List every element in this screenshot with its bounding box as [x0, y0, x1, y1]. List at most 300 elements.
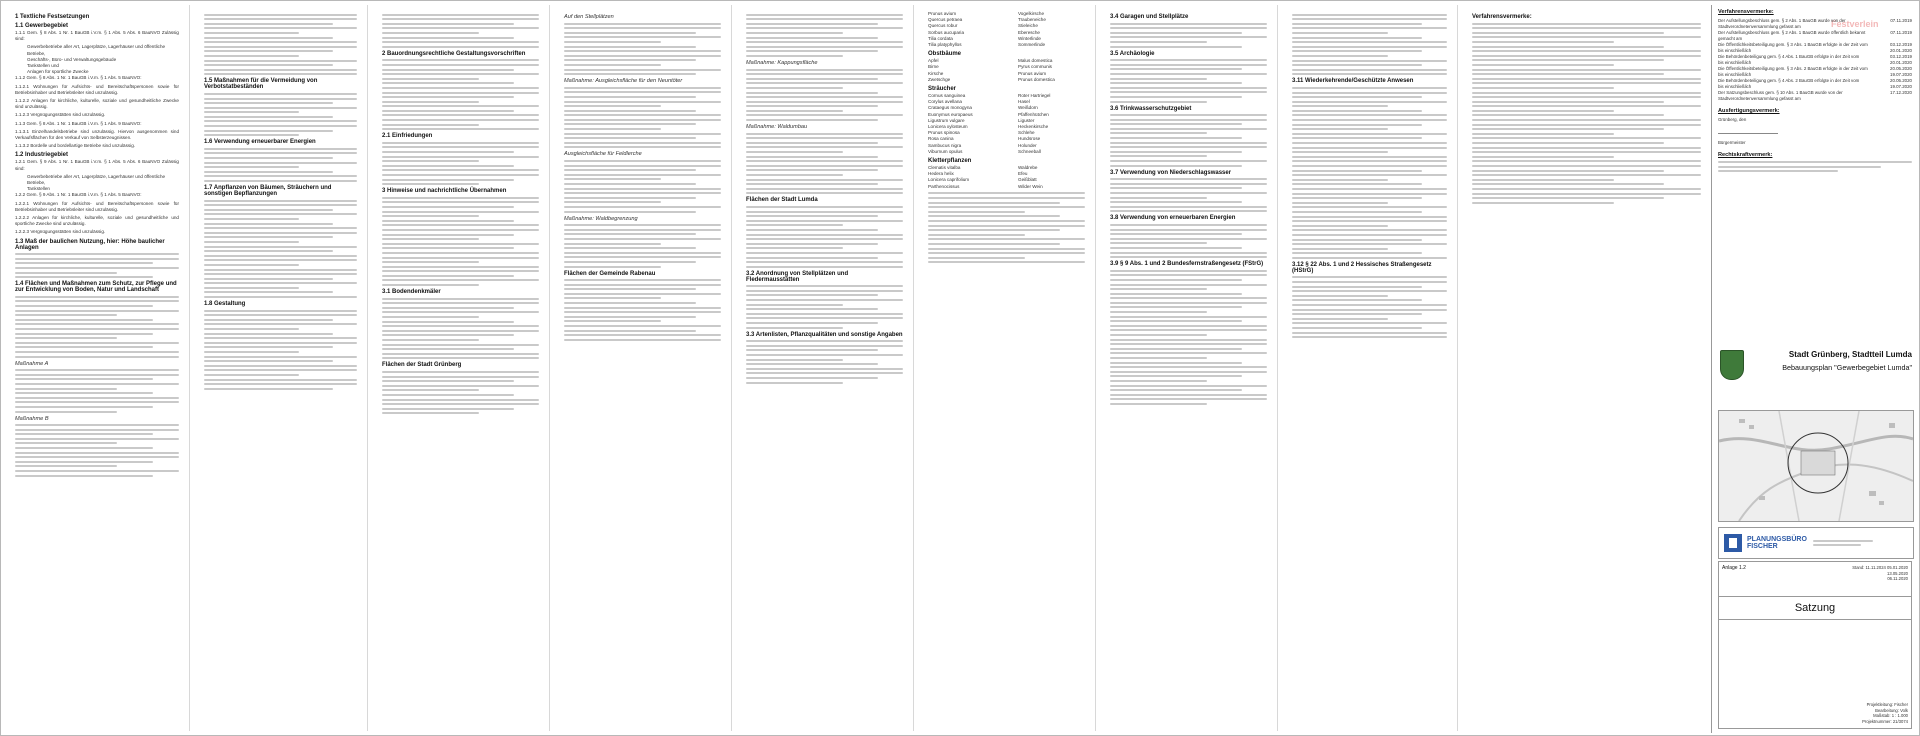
text-line [1292, 64, 1422, 66]
text-line [15, 258, 179, 260]
text-line [204, 250, 333, 252]
text-line [1110, 247, 1242, 249]
text-line [1110, 311, 1207, 313]
text-line [204, 162, 357, 164]
text-line [382, 412, 479, 414]
text-line [382, 206, 514, 208]
section-heading: 2 Bauordnungsrechtliche Gestaltungsvorschriften [382, 50, 526, 57]
paragraph: 1.1.1 Gem. § 8 Abs. 1 Nr. 1 BauGB i.V.m. § 1 Abs. 5 Abs. 6 BauNVO Zulässig sind: [15, 30, 179, 42]
plant-common-name: Liguster [1018, 117, 1035, 123]
section-heading: Sträucher [928, 86, 957, 93]
text-line [928, 234, 1025, 236]
text-line [564, 188, 721, 190]
text-line [564, 330, 696, 332]
text-line [204, 209, 333, 211]
plant-latin-name: Zwetschge [928, 76, 951, 82]
text-line [15, 253, 179, 255]
procedure-note-date: 20.01.2020 [1890, 60, 1912, 65]
plant-latin-name: Lonicera xylosteum [928, 124, 968, 130]
text-line [1292, 110, 1422, 112]
plant-common-name: Winterlinde [1018, 35, 1041, 41]
text-line [204, 116, 333, 118]
plant-common-name: Prunus avium [1018, 70, 1047, 76]
section-heading: 1.2 Industriegebiet [15, 152, 69, 159]
text-line [564, 316, 696, 318]
paragraph: 1.2.2.1 Wohnungen für Aufsichts- und Bereitschaftspersonen sowie für Betriebsinhaber und Betriebsleiter sind unzulässig. [15, 200, 179, 212]
text-line [204, 323, 357, 325]
plant-latin-name: Prunus spinosa [928, 130, 960, 136]
text-line [1472, 188, 1701, 190]
plant-common-name: Efeu [1018, 171, 1028, 177]
text-line [564, 59, 696, 61]
text-line [746, 261, 903, 263]
section-heading: 1.5 Maßnahmen für die Vermeidung von Verbotstatbeständen [204, 78, 318, 91]
text-line [1292, 133, 1447, 135]
text-line [1472, 124, 1701, 126]
text-line [382, 142, 539, 144]
plant-latin-name: Tilia platyphyllos [928, 42, 962, 48]
text-line [746, 151, 843, 153]
text-line [564, 50, 721, 52]
text-line [1110, 343, 1267, 345]
text-line [15, 333, 153, 335]
text-line [1472, 64, 1614, 66]
text-line [746, 156, 878, 158]
text-line [15, 465, 117, 467]
text-line [382, 41, 539, 43]
list-item: Anlagen für sportliche Zwecke [27, 69, 89, 75]
text-line [1292, 119, 1447, 121]
text-line [1292, 276, 1447, 278]
text-line [204, 23, 333, 25]
text-line [564, 114, 721, 116]
project-info: Projektleitung: Fischer Bearbeitung: Volk Maßstab: 1 : 1.000 Projektnummer: 21/3074 [1862, 702, 1908, 724]
procedure-notes [1718, 9, 1912, 339]
text-line [746, 238, 903, 240]
text-line [1110, 316, 1267, 318]
text-line [382, 179, 514, 181]
text-line [1110, 160, 1267, 162]
text-line [1718, 161, 1912, 163]
procedure-note-date: 20.05.2020 [1890, 66, 1912, 71]
text-line [15, 397, 179, 399]
plant-common-name: Malus domestica [1018, 58, 1053, 64]
text-line [382, 211, 539, 213]
text-line [15, 337, 117, 339]
text-line [746, 372, 903, 374]
plant-latin-name: Corylus avellana [928, 99, 962, 105]
procedure-note-text: bis einschließlich [1718, 48, 1752, 53]
text-line [382, 234, 514, 236]
section-heading: 3.12 § 22 Abs. 1 und 2 Hessisches Straßengesetz (HStrG) [1292, 261, 1432, 274]
text-line [1292, 304, 1447, 306]
text-line [1110, 192, 1267, 194]
text-line [564, 27, 721, 29]
text-line [204, 319, 333, 321]
plant-common-name: Schneeball [1018, 148, 1041, 154]
text-line [1292, 174, 1447, 176]
text-line [15, 452, 179, 454]
procedure-note-text: Die Öffentlichkeitsbeteiligung gem. § 3 Abs. 1 BauGB erfolgte in der Zeit vom [1718, 42, 1868, 47]
ausfertigung-title: Ausfertigungsvermerk: [1718, 108, 1780, 114]
text-line [564, 133, 721, 135]
text-line [746, 174, 843, 176]
text-line [564, 211, 696, 213]
text-line [1110, 357, 1207, 359]
text-line [1110, 288, 1207, 290]
text-line [1110, 96, 1242, 98]
text-line [746, 294, 878, 296]
text-line [564, 256, 721, 258]
plant-list-row [928, 77, 1085, 83]
revision-dates: Stand: 11.11.2024 05.01.2020 13.05.2020 06.11.2020 [1852, 565, 1908, 581]
text-line [564, 201, 661, 203]
city-header [1718, 350, 1912, 398]
procedure-note-text: bis einschließlich [1718, 84, 1752, 89]
text-column [1277, 5, 1457, 731]
text-line [204, 291, 333, 293]
text-line [204, 50, 333, 52]
text-line [1110, 197, 1207, 199]
text-line [204, 356, 357, 358]
text-line [1472, 202, 1614, 204]
text-line [1110, 59, 1267, 61]
text-line [928, 257, 1025, 259]
text-line [746, 41, 903, 43]
text-line [746, 322, 878, 324]
plant-latin-name: Crataegus monogyna [928, 105, 972, 111]
text-line [564, 233, 696, 235]
paragraph: 1.1.2 Gem. § 8 Abs. 1 Nr. 1 BauGB i.V.m. § 1 Abs. 5 BauNVO: [15, 75, 142, 81]
text-line [1472, 165, 1701, 167]
procedure-note-date: 19.07.2020 [1890, 84, 1912, 89]
text-line [15, 342, 179, 344]
title-block [1711, 5, 1917, 733]
text-line [1110, 151, 1242, 153]
text-line [1292, 286, 1422, 288]
text-line [746, 114, 903, 116]
plant-common-name: Geißblatt [1018, 177, 1037, 183]
plant-common-name: Pyrus communis [1018, 64, 1052, 70]
text-line [1110, 302, 1267, 304]
list-item: Geschäfts-, Büro- und Verwaltungsgebäude [27, 56, 117, 62]
text-line [564, 206, 721, 208]
text-line [1472, 179, 1614, 181]
text-line [204, 264, 299, 266]
subsection-heading: Maßnahme: Waldumbau [746, 124, 808, 131]
procedure-note-text: Der Satzungsbeschluss gem. § 10 Abs. 1 BauGB wurde von der Stadtverordnetenversammlung gefasst am [1718, 90, 1843, 101]
text-line [564, 197, 696, 199]
text-line [204, 46, 357, 48]
text-line [1472, 119, 1701, 121]
text-line [564, 165, 721, 167]
text-line [382, 14, 539, 16]
section-heading: 1.6 Verwendung erneuerbarer Energien [204, 139, 316, 146]
text-column [1, 5, 189, 731]
text-line [928, 211, 1025, 213]
text-line [564, 284, 721, 286]
text-line [746, 87, 843, 89]
text-line [746, 18, 903, 20]
text-line [204, 134, 299, 136]
text-line [1110, 371, 1267, 373]
text-line [382, 124, 479, 126]
section-heading: Obstbäume [928, 51, 962, 58]
text-line [1292, 41, 1447, 43]
subsection-heading: Maßnahme: Ausgleichsfläche für den Neuntöter [564, 78, 683, 85]
text-line [1472, 59, 1664, 61]
procedure-note-row [1718, 30, 1912, 42]
text-line [928, 261, 1085, 263]
plant-list-row [928, 42, 1085, 48]
text-line [382, 261, 479, 263]
text-line [204, 64, 333, 66]
text-line [382, 321, 514, 323]
text-line [204, 152, 357, 154]
text-line [382, 37, 514, 39]
text-line [382, 27, 539, 29]
planning-office-box [1718, 527, 1914, 559]
text-line [1292, 225, 1388, 227]
text-line [564, 55, 721, 57]
text-line [1292, 101, 1447, 103]
text-line [382, 165, 514, 167]
planning-office-logo-icon [1724, 534, 1742, 552]
text-line [564, 64, 661, 66]
text-line [1110, 206, 1267, 208]
procedure-note-row [1718, 18, 1912, 30]
text-line [382, 380, 514, 382]
text-line [1110, 32, 1242, 34]
text-line [204, 27, 357, 29]
text-line [1292, 313, 1422, 315]
text-line [204, 314, 357, 316]
text-line [1292, 87, 1447, 89]
procedure-note-text: Die Behördenbeteiligung gem. § 4 Abs. 1 BauGB erfolgte in der Zeit vom [1718, 54, 1860, 59]
text-line [382, 270, 539, 272]
text-line [564, 334, 721, 336]
text-line [382, 389, 479, 391]
text-line [564, 137, 696, 139]
text-line [746, 78, 878, 80]
list-item: Tankstellen [27, 186, 50, 192]
section-heading: Flächen der Stadt Grünberg [382, 362, 462, 369]
procedure-note-date: 07.11.2019 [1890, 30, 1912, 35]
section-heading: 1.8 Gestaltung [204, 301, 246, 308]
text-line [15, 323, 179, 325]
paragraph: 1.1.2.3 Vergnügungsstätten sind unzulässig. [15, 112, 106, 118]
text-line [564, 224, 721, 226]
text-line [564, 243, 661, 245]
text-line [1472, 82, 1701, 84]
text-line [1292, 216, 1447, 218]
text-line [564, 288, 696, 290]
overview-map [1718, 410, 1914, 522]
plant-common-name: Hundsrose [1018, 136, 1041, 142]
section-heading: 3.8 Verwendung von erneuerbaren Energien [1110, 215, 1236, 222]
text-line [204, 204, 357, 206]
paragraph: 1.1.3.1 Einzelhandelsbetriebe sind unzulässig. Hiervon ausgenommen sind Verkaufsflächen für den Verkauf von Selbsterzeugnissen. [15, 128, 179, 141]
text-column [1457, 5, 1711, 731]
text-line [382, 371, 539, 373]
text-line [1110, 352, 1267, 354]
text-column [913, 5, 1095, 731]
plan-title: Bebauungsplan "Gewerbegebiet Lumda" [1782, 363, 1912, 372]
text-line [746, 183, 878, 185]
plant-latin-name: Clematis vitalba [928, 165, 961, 171]
text-line [1472, 151, 1701, 153]
text-line [204, 246, 357, 248]
text-line [204, 41, 357, 43]
plant-latin-name: Tilia cordata [928, 35, 953, 41]
text-line [746, 382, 843, 384]
text-line [564, 123, 696, 125]
paragraph: 1.1.2.2 Anlagen für kirchliche, kulturelle, soziale und gesundheitliche Zwecke sind unzulässig. [15, 98, 179, 110]
text-line [1110, 366, 1267, 368]
section-heading: 3.5 Archäologie [1110, 50, 1155, 57]
text-line [746, 55, 843, 57]
text-line [15, 401, 179, 403]
city-name: Stadt Grünberg, Stadtteil Lumda [1788, 350, 1912, 359]
text-line [1292, 193, 1447, 195]
text-line [746, 146, 903, 148]
text-line [382, 105, 539, 107]
section-heading: 2.1 Einfriedungen [382, 133, 433, 140]
text-line [15, 456, 179, 458]
procedure-note-text: Die Behördenbeteiligung gem. § 4 Abs. 2 BauGB erfolgte in der Zeit vom [1718, 78, 1860, 83]
text-line [204, 360, 333, 362]
section-heading: Flächen der Stadt Lumda [746, 197, 818, 204]
text-line [1472, 193, 1701, 195]
text-line [382, 220, 514, 222]
procedure-notes-list [1718, 18, 1912, 102]
text-line [382, 302, 539, 304]
text-line [204, 98, 357, 100]
text-line [204, 236, 333, 238]
text-line [204, 310, 357, 312]
text-line [564, 96, 696, 98]
text-line [1292, 27, 1447, 29]
text-line [382, 64, 539, 66]
text-line [1472, 50, 1701, 52]
section-heading: Kletterpflanzen [928, 158, 972, 165]
text-line [1292, 23, 1422, 25]
text-line [382, 275, 514, 277]
text-column [189, 5, 367, 731]
text-line [746, 354, 903, 356]
procedure-note-date: 03.12.2019 [1890, 54, 1912, 59]
text-line [1292, 248, 1388, 250]
text-line [1110, 178, 1267, 180]
text-line [382, 101, 479, 103]
text-line [15, 429, 179, 431]
procedure-note-date: 20.05.2020 [1890, 78, 1912, 83]
text-line [1472, 105, 1701, 107]
procedure-note-date: 19.07.2020 [1890, 72, 1912, 77]
text-line [204, 69, 357, 71]
plant-latin-name: Ligustrum vulgare [928, 117, 965, 123]
text-line [1292, 96, 1422, 98]
text-line [1110, 82, 1242, 84]
plant-common-name: Sommerlinde [1018, 42, 1046, 48]
text-line [746, 165, 903, 167]
text-line [564, 266, 661, 268]
plant-latin-name: Birne [928, 64, 939, 70]
text-line [204, 296, 357, 298]
text-line [1110, 91, 1267, 93]
text-line [1110, 132, 1207, 134]
text-line [204, 259, 357, 261]
text-line [1292, 124, 1422, 126]
text-line [564, 41, 661, 43]
text-line [1472, 197, 1664, 199]
text-line [382, 316, 479, 318]
text-line [564, 178, 661, 180]
text-line [382, 298, 539, 300]
plant-latin-name: Sorbus aucuparia [928, 29, 965, 35]
text-line [1110, 64, 1267, 66]
text-line [204, 287, 299, 289]
text-line [204, 125, 357, 127]
text-line [15, 411, 117, 413]
text-column [731, 5, 913, 731]
text-line [564, 279, 721, 281]
text-line [564, 32, 696, 34]
text-line [204, 255, 357, 257]
text-line [382, 92, 539, 94]
text-line [1292, 295, 1388, 297]
text-line [746, 27, 903, 29]
text-line [1292, 92, 1447, 94]
text-line [1292, 183, 1422, 185]
text-line [1110, 46, 1242, 48]
text-line [204, 379, 357, 381]
text-line [382, 279, 539, 281]
text-line [1292, 128, 1388, 130]
paragraph: 1.2.2.2 Anlagen für kirchliche, kulturelle, soziale und gesundheitliche und sportliche Zwecke sind unzulässig. [15, 215, 179, 227]
plant-common-name: Hasel [1018, 99, 1030, 105]
text-line [15, 328, 179, 330]
text-line [1472, 92, 1701, 94]
list-item: Tankstellen und [27, 63, 59, 69]
text-line [204, 337, 357, 339]
text-line [746, 32, 843, 34]
text-line [15, 406, 153, 408]
text-line [204, 130, 333, 132]
text-line [382, 128, 539, 130]
text-line [564, 174, 721, 176]
text-line [382, 399, 539, 401]
text-line [1292, 160, 1447, 162]
text-line [746, 317, 903, 319]
text-line [1110, 293, 1242, 295]
plant-latin-name: Parthenocissus [928, 183, 960, 189]
ausfertigung-role: Bürgermeister [1718, 140, 1746, 145]
text-line [1110, 279, 1242, 281]
text-line [1472, 170, 1664, 172]
text-line [382, 151, 514, 153]
text-line [564, 302, 696, 304]
text-line [204, 218, 299, 220]
text-line [382, 334, 514, 336]
plant-latin-name: Kirsche [928, 70, 944, 76]
text-line [746, 359, 843, 361]
section-heading: 3.9 § 9 Abs. 1 und 2 Bundesfernstraßengesetz (FStrG) [1110, 261, 1264, 268]
procedure-note-text: bis einschließlich [1718, 72, 1752, 77]
text-line [1110, 242, 1207, 244]
plant-latin-name: Lonicera caprifolium [928, 177, 970, 183]
text-line [1472, 32, 1664, 34]
